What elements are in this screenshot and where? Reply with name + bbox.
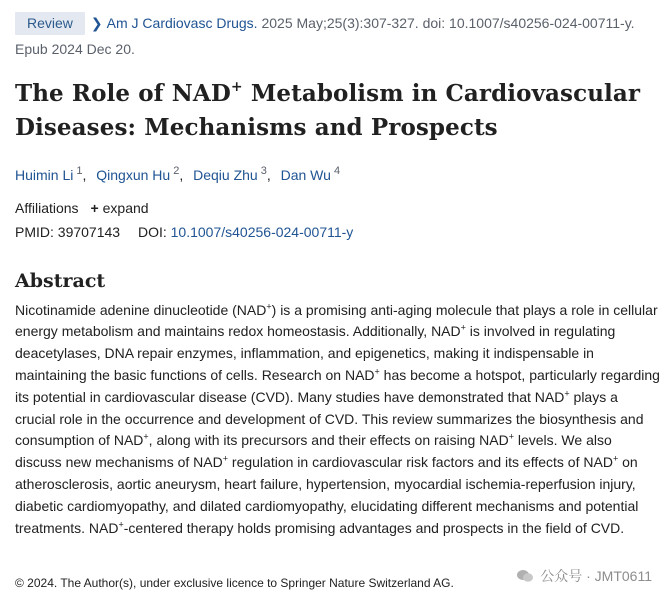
superscript-plus: +: [612, 453, 619, 464]
doi-link[interactable]: 10.1007/s40256-024-00711-y: [170, 223, 354, 240]
abstract-segment: -centered therapy holds promising advantages and prospects in the field of CVD.: [123, 519, 625, 536]
superscript-plus: +: [118, 518, 124, 529]
abstract-segment: ) is a promising anti-aging molecule that plays a role in cellular energy metabolism and maintains redox homeostasis. Additionally, NAD: [15, 301, 658, 340]
abstract-segment: Nicotinamide adenine dinucleotide (NAD: [15, 301, 267, 318]
abstract-segment: has become a hotspot, particularly regarding its potential in cardiovascular disease (CVD). Many studies have demonstrated that NAD: [15, 367, 660, 405]
copyright-notice: © 2024. The Author(s), under exclusive licence to Springer Nature Switzerland AG.: [15, 576, 454, 590]
title-text-2: Metabolism in Cardiovascular Diseases: Mechanisms and Prospects: [15, 80, 641, 141]
journal-link[interactable]: Am J Cardiovasc Drugs.: [106, 15, 258, 31]
abstract-segment: on atherosclerosis, aortic aneurysm, heart failure, hypertension, myocardial ischemia-reperfusion injury, diabetic cardiomyopathy, and dilated cardiomyopathy, elucidating different mechanisms and potential treatments. NAD: [15, 454, 639, 536]
pmid-value: 39707143: [57, 223, 121, 240]
pmid-label: PMID:: [15, 223, 54, 240]
expand-affiliations-button[interactable]: [90, 200, 148, 216]
author-link[interactable]: Dan Wu $^4$: [280, 165, 341, 183]
abstract-text: [15, 300, 660, 540]
superscript-plus: +: [374, 366, 380, 377]
citation-details: 2025 May;25(3):307-327. doi: 10.1007/s40256-024-00711-y.: [257, 15, 635, 31]
abstract-segment: levels. We also discuss new mechanisms of NAD: [15, 432, 612, 471]
superscript-plus: +: [266, 301, 272, 311]
epub-date: Epub 2024 Dec 20.: [15, 41, 135, 57]
watermark-text: 公众号 · JMT0611: [540, 568, 652, 584]
affiliations-label: Affiliations: [15, 199, 79, 216]
affiliations-row: [15, 200, 660, 216]
superscript-plus: +: [143, 431, 149, 442]
watermark: [516, 566, 652, 586]
article-header: [15, 12, 660, 539]
plus-icon: +: [90, 199, 99, 216]
abstract-segment: plays a crucial role in the occurrence and development of CVD. This review summarizes the biosynthesis and consumption of NAD: [15, 388, 644, 449]
doi-label: DOI:: [137, 223, 167, 240]
publication-type-badge: Review: [15, 12, 85, 35]
citation-line: [15, 12, 660, 35]
abstract-segment: regulation in cardiovascular risk factors and its effects of NAD: [228, 454, 613, 471]
abstract-segment: , along with its precursors and their effects on raising NAD: [148, 432, 509, 449]
abstract-segment: is involved in regulating deacetylases, DNA repair enzymes, inflammation, and epigenetics, making it indispensable in maintaining the basic functions of cells. Research on NAD: [15, 323, 616, 384]
wechat-icon: [516, 569, 534, 583]
title-superscript: +: [230, 79, 243, 95]
chevron-right-icon: ❯: [90, 15, 103, 31]
author-link[interactable]: Huimin Li $^1$: [15, 165, 83, 183]
expand-label: expand: [102, 199, 149, 216]
superscript-plus: +: [564, 388, 570, 399]
author-link[interactable]: Deqiu Zhu $^3$: [193, 165, 267, 183]
author-link[interactable]: Qingxun Hu $^2$: [96, 165, 180, 183]
identifiers-row: [15, 224, 660, 240]
article-title: [15, 77, 660, 145]
superscript-plus: +: [460, 322, 466, 333]
abstract-heading: Abstract: [15, 269, 106, 292]
author-list: Huimin Li $^1$, Qingxun Hu $^2$, Deqiu Zhu $^3$, Dan Wu $^4$: [15, 165, 341, 183]
title-text-1: The Role of NAD: [15, 80, 231, 107]
superscript-plus: +: [508, 431, 514, 442]
superscript-plus: +: [222, 453, 229, 464]
